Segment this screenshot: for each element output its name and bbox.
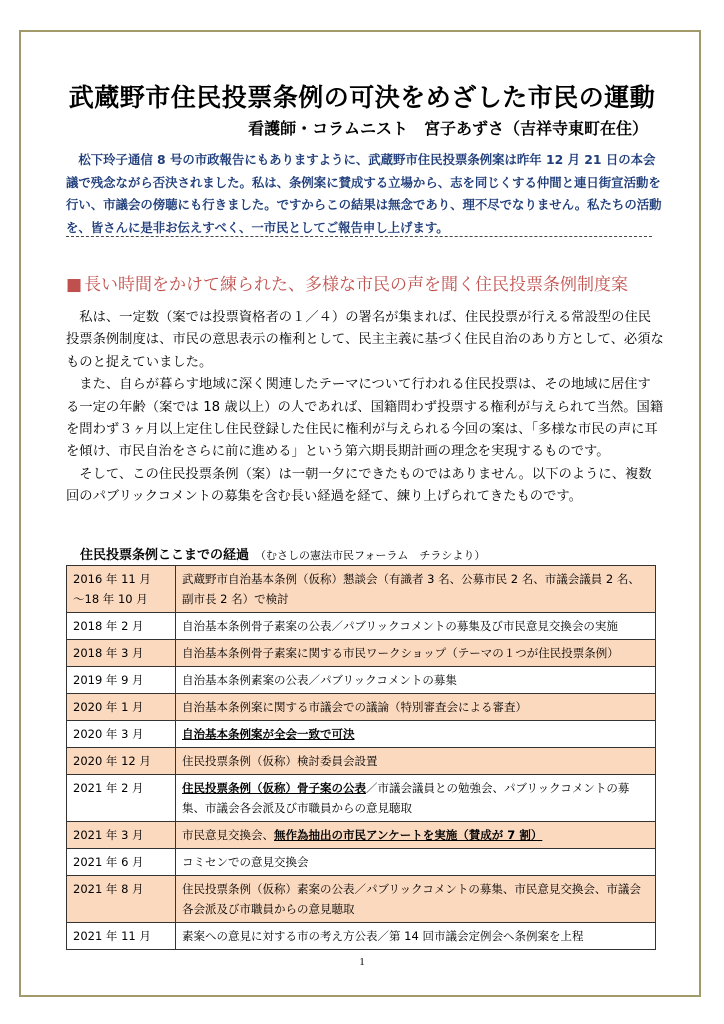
- row-event-text: 自治基本条例案に関する市議会での議論（特別審査会による審査）: [182, 700, 527, 714]
- row-event-emphasis: 無作為抽出の市民アンケートを実施（賛成が 7 割）: [274, 828, 543, 842]
- table-row: [67, 748, 656, 775]
- row-event: [176, 822, 656, 849]
- section-heading-text: 長い時間をかけて練られた、多様な市民の声を聞く住民投票条例制度案: [84, 275, 629, 295]
- row-date: 2021 年 6 月: [67, 849, 176, 876]
- row-event-text: ／市議会議員との勉強会、パブリックコメントの募集、市議会各会派及び市職員からの意見聴取: [182, 781, 630, 815]
- row-event-text: 素案への意見に対する市の考え方公表／第 14 回市議会定例会へ条例案を上程: [182, 929, 584, 943]
- row-event-text: 自治基本条例骨子素案に関する市民ワークショップ（テーマの１つが住民投票条例）: [182, 646, 619, 660]
- row-event: [176, 640, 656, 667]
- table-row: [67, 822, 656, 849]
- row-event-emphasis: 住民投票条例（仮称）骨子案の公表: [182, 781, 366, 795]
- row-date: 2021 年 2 月: [67, 775, 176, 822]
- table-row: [67, 640, 656, 667]
- table-caption: [80, 544, 485, 563]
- body-paragraph: 私は、一定数（案では投票資格者の１／４）の署名が集まれば、住民投票が行える常設型の住民投票条例制度は、市民の意思表示の権利として、民主主義に基づく住民自治のあり方として、必須なものと捉えていました。: [66, 310, 664, 370]
- row-event-text: コミセンでの意見交換会: [182, 855, 309, 869]
- table-row: [67, 923, 656, 950]
- row-event-text: 住民投票条例（仮称）素案の公表／パブリックコメントの募集、市民意見交換会、市議会各会派及び市職員からの意見聴取: [182, 882, 641, 916]
- row-event: [176, 775, 656, 822]
- row-event: [176, 923, 656, 950]
- row-date: 2020 年 3 月: [67, 721, 176, 748]
- row-event-text: 住民投票条例（仮称）検討委員会設置: [182, 754, 378, 768]
- row-event: [176, 566, 656, 613]
- row-event-text: 武蔵野市自治基本条例（仮称）懇談会（有識者 3 名、公募市民 2 名、市議会議員 2 名、副市長 2 名）で検討: [182, 572, 640, 606]
- row-event-prefix: 市民意見交換会、: [182, 828, 274, 842]
- body-paragraph: そして、この住民投票条例（案）は一朝一夕にできたものではありません。以下のように、複数回のパブリックコメントの募集を含む長い経過を経て、練り上げられてきたものです。: [66, 466, 652, 505]
- row-event: [176, 613, 656, 640]
- table-row: [67, 849, 656, 876]
- row-date: 2019 年 9 月: [67, 667, 176, 694]
- row-event: [176, 748, 656, 775]
- dashed-divider: [66, 236, 652, 237]
- document-title: 武蔵野市住民投票条例の可決をめざした市民の運動: [68, 83, 656, 112]
- body-text: [66, 307, 664, 509]
- row-date: 2021 年 3 月: [67, 822, 176, 849]
- page-number: 1: [359, 956, 365, 968]
- square-marker-icon: ■: [66, 275, 83, 295]
- row-event-text: 自治基本条例素案の公表／パブリックコメントの募集: [182, 673, 457, 687]
- row-date: 2018 年 3 月: [67, 640, 176, 667]
- history-table: [66, 565, 656, 950]
- section-heading: [66, 270, 628, 295]
- row-date: 2021 年 11 月: [67, 923, 176, 950]
- table-row: [67, 721, 656, 748]
- row-date: 2016 年 11 月 ～18 年 10 月: [67, 566, 176, 613]
- intro-paragraph: 松下玲子通信 8 号の市政報告にもありますように、武蔵野市住民投票条例案は昨年 12 月 21 日の本会議で残念ながら否決されました。私は、条例案に賛成する立場から、志を同じくする仲間と連日街宣活動を行い、市議会の傍聴にも行きました。ですからこの結果は無念であり、理不尽でなりません。私たちの活動を、皆さんに是非お伝えすべく、一市民としてご報告申し上げます。: [66, 152, 662, 235]
- row-event: [176, 876, 656, 923]
- row-date: 2020 年 1 月: [67, 694, 176, 721]
- row-date: 2018 年 2 月: [67, 613, 176, 640]
- table-row: [67, 667, 656, 694]
- row-event: [176, 694, 656, 721]
- history-table-body: [67, 566, 656, 950]
- table-row: [67, 775, 656, 822]
- table-caption-source: （むさしの憲法市民フォーラム チラシより）: [255, 549, 486, 562]
- body-paragraph: また、自らが暮らす地域に深く関連したテーマについて行われる住民投票は、その地域に居住する一定の年齢（案では 18 歳以上）の人であれば、国籍問わず投票する権利が与えられて当然。国籍を問わず３ヶ月以上定住し住民登録した住民に権利が与えられる今回の案は、「多様な市民の声に耳を傾け、市民自治をさらに前に進める」という第六期長期計画の理念を実現するものです。: [66, 377, 664, 460]
- table-row: [67, 566, 656, 613]
- row-date: 2021 年 8 月: [67, 876, 176, 923]
- author-byline: 看護師・コラムニスト 宮子あずさ（吉祥寺東町在住）: [248, 119, 648, 138]
- row-event-text: 自治基本条例骨子素案の公表／パブリックコメントの募集及び市民意見交換会の実施: [182, 619, 618, 633]
- table-row: [67, 876, 656, 923]
- row-event-emphasis: 自治基本条例案が全会一致で可決: [182, 727, 355, 741]
- row-event: [176, 667, 656, 694]
- row-event: [176, 721, 656, 748]
- table-row: [67, 694, 656, 721]
- row-date: 2020 年 12 月: [67, 748, 176, 775]
- table-row: [67, 613, 656, 640]
- table-caption-title: 住民投票条例ここまでの経過: [80, 548, 250, 563]
- row-event: [176, 849, 656, 876]
